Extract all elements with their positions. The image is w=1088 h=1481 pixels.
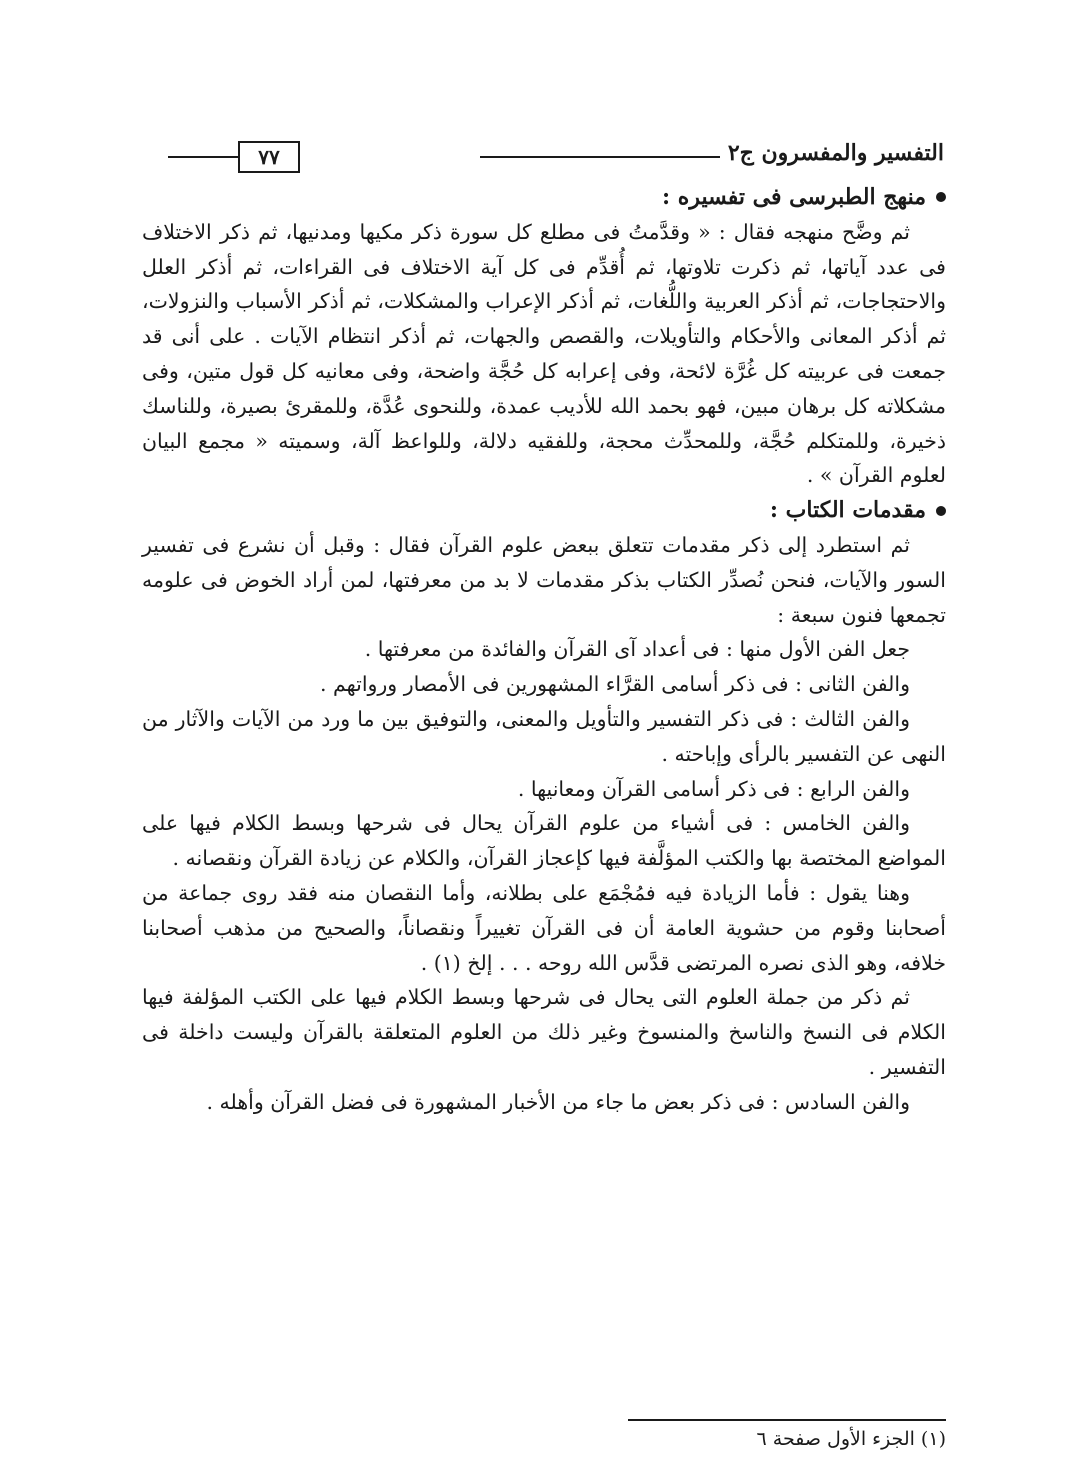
list-item: والفن الخامس : فى أشياء من علوم القرآن يحال فى شرحها وبسط الكلام فيها على المواضع المختصة بها والكتب المؤلَّفة فيها كإعجاز القرآن، والكلام عن زيادة القرآن ونقصانه .: [142, 811, 946, 871]
bullet-icon: [936, 192, 946, 202]
footnote: (١) الجزء الأول صفحة ٦: [756, 1428, 946, 1450]
page-header: [168, 140, 944, 174]
list-item: والفن الثالث : فى ذكر التفسير والتأويل والمعنى، والتوفيق بين ما ورد من الآيات والآثار من النهى عن التفسير بالرأى وإباحته .: [142, 706, 946, 766]
list-item: جعل الفن الأول منها : فى أعداد آى القرآن والفائدة من معرفتها .: [364, 637, 910, 662]
list-item: والفن الثانى : فى ذكر أسامى القرَّاء المشهورين فى الأمصار ورواتهم .: [319, 672, 910, 697]
header-rule-right: [480, 156, 726, 158]
introductions-paragraph: ثم استطرد إلى ذكر مقدمات تتعلق ببعض علوم القرآن فقال : وقبل أن نشرع فى تفسير السور والآيات، فنحن نُصدِّر الكتاب بذكر مقدمات لا بد من معرفتها، لمن أراد الخوض فى علومه تجمعها فنون سبعة :: [142, 532, 946, 627]
section-heading-text: منهج الطبرسى فى تفسيره :: [662, 184, 926, 210]
after-paragraph: ثم ذكر من جملة العلوم التى يحال فى شرحها وبسط الكلام فيها على الكتب المؤلفة فيها الكلام فى النسخ والناسخ والمنسوخ وغير ذلك من العلوم المتعلقة بالقرآن وليست داخلة فى التفسير .: [142, 985, 946, 1079]
method-paragraph: ثم وضَّح منهجه فقال : « وقدَّمتُ فى مطلع كل سورة ذكر مكيها ومدنيها، ثم ذكر الاختلاف فى عدد آياتها، ثم ذكرت تلاوتها، ثم أُقدِّم فى كل آية الاختلاف فى القراءات، ثم أذكر العلل والاحتجاجات، ثم أذكر العربية واللُّغات، ثم أذكر الإعراب والمشكلات، ثم أذكر الأسباب والنزولات، ثم أذكر المعانى والأحكام والتأويلات، والقصص والجهات، ثم أذكر انتظام الآيات . على أنى قد جمعت فى عربيته كل غُرَّة لائحة، وفى إعرابه كل حُجَّة واضحة، وفى معانيه كل قول متين، وفى مشكلاته كل برهان مبين، فهو بحمد الله للأديب عمدة، وللنحوى عُدَّة، وللمقرئ بصيرة، وللناسك ذخيرة، وللمتكلم حُجَّة، وللمحدِّث محجة، وللفقيه دلالة، وللواعظ آلة، وسميته « مجمع البيان لعلوم القرآن » .: [142, 219, 946, 488]
section-heading-introductions: [142, 493, 946, 528]
quote-paragraph: وهنا يقول : فأما الزيادة فيه فمُجْمَع على بطلانه، وأما النقصان منه فقد روى جماعة من أصحابنا وقوم من حشوية العامة أن فى القرآن تغييراً ونقصاناً، والصحيح من مذهب أصحابنا خلافه، وهو الذى نصره المرتضى قدَّس الله روحه . . . إلخ (١) .: [142, 880, 946, 975]
page-number: ٧٧: [238, 141, 300, 173]
section-heading-tabarsi-method: [142, 180, 946, 215]
page-body: [142, 180, 946, 1120]
list-item: والفن الرابع : فى ذكر أسامى القرآن ومعانيها .: [517, 776, 910, 801]
bullet-icon: [936, 506, 946, 516]
running-title: التفسير والمفسرون ج٢: [720, 140, 944, 166]
section-heading-text: مقدمات الكتاب :: [769, 497, 926, 524]
header-rule-left: [168, 156, 238, 158]
footnote-rule: [628, 1419, 946, 1421]
list-item: والفن السادس : فى ذكر بعض ما جاء من الأخبار المشهورة فى فضل القرآن وأهله .: [206, 1089, 910, 1114]
